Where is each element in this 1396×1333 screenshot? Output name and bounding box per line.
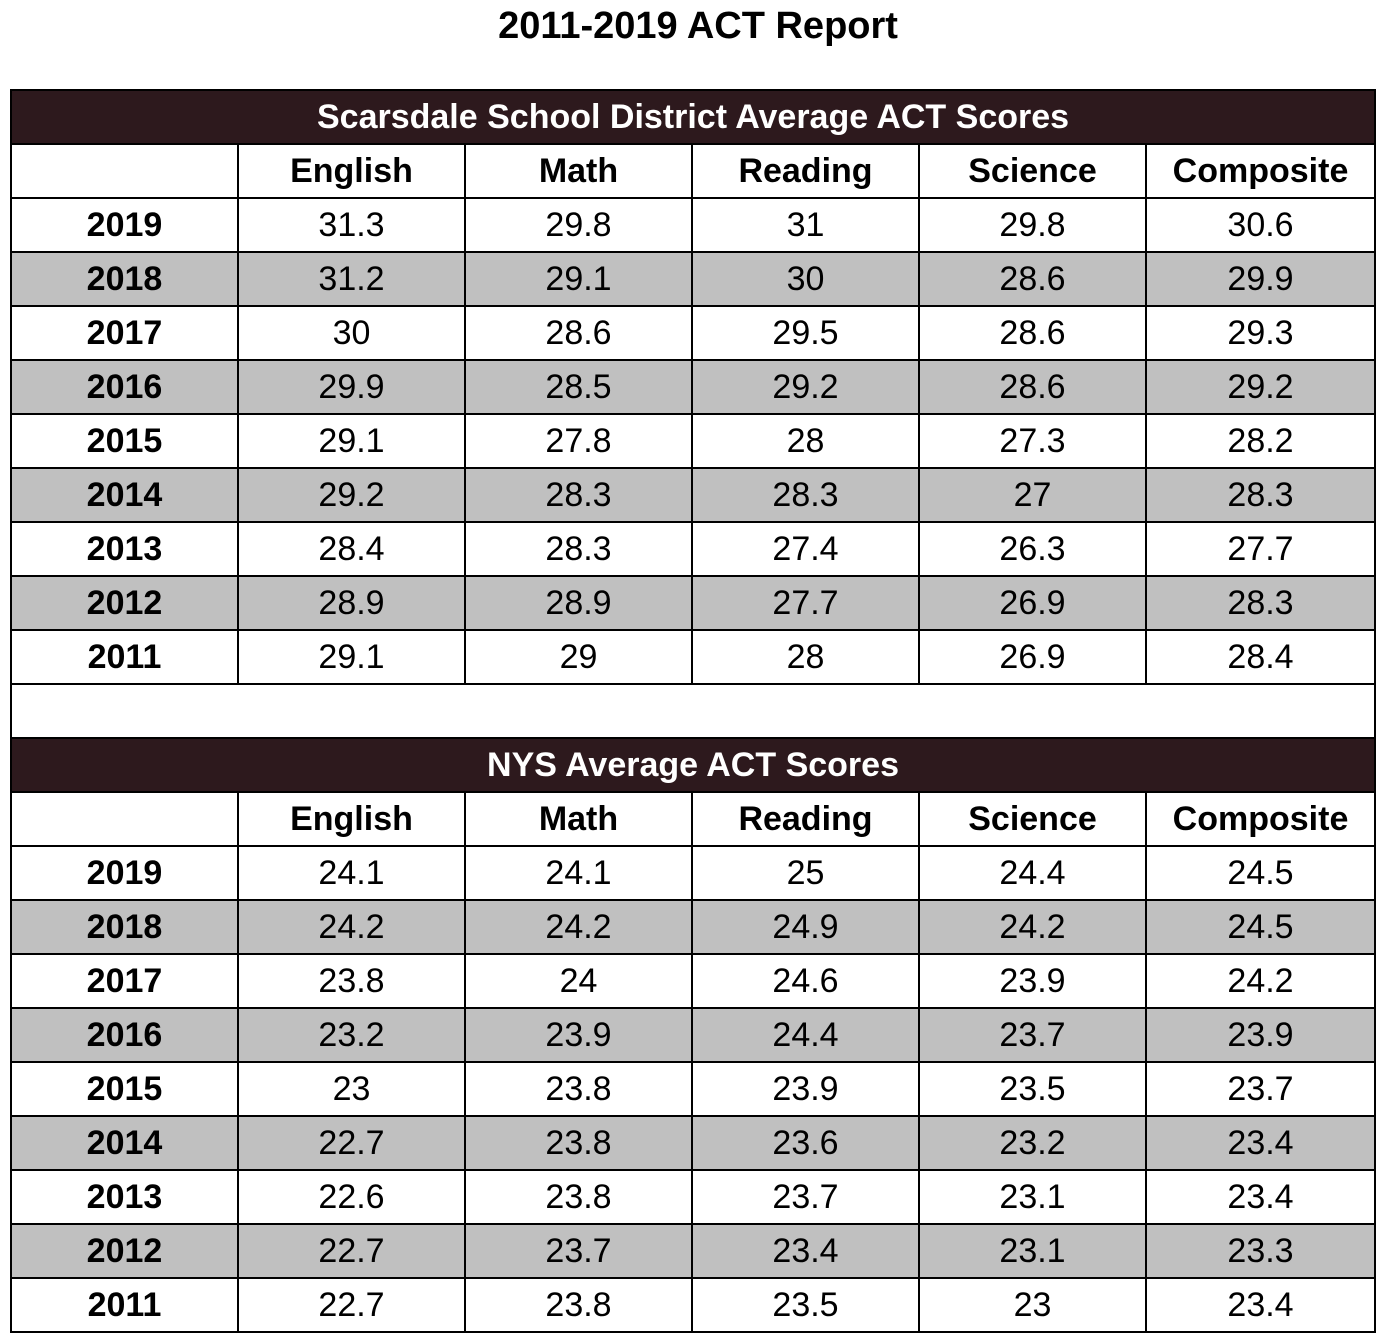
district-column-header-english: English: [238, 144, 465, 198]
district-score-cell-reading: 27.7: [692, 576, 919, 630]
district-score-cell-english: 29.2: [238, 468, 465, 522]
state-score-cell-english: 24.2: [238, 900, 465, 954]
state-score-cell-composite: 23.4: [1146, 1116, 1375, 1170]
state-score-cell-math: 24: [465, 954, 692, 1008]
district-score-cell-science: 28.6: [919, 306, 1146, 360]
table-row: [11, 468, 1375, 522]
state-year-cell: 2011: [11, 1278, 238, 1332]
district-score-cell-reading: 29.5: [692, 306, 919, 360]
district-column-header-composite: Composite: [1146, 144, 1375, 198]
state-score-cell-math: 24.2: [465, 900, 692, 954]
table-row: [11, 630, 1375, 684]
district-score-cell-english: 29.1: [238, 630, 465, 684]
state-column-header-row: [11, 792, 1375, 846]
district-year-cell: 2019: [11, 198, 238, 252]
district-score-cell-science: 28.6: [919, 252, 1146, 306]
state-year-cell: 2016: [11, 1008, 238, 1062]
district-score-cell-science: 28.6: [919, 360, 1146, 414]
district-score-cell-composite: 30.6: [1146, 198, 1375, 252]
table-row: [11, 1170, 1375, 1224]
district-score-cell-math: 28.5: [465, 360, 692, 414]
district-score-cell-composite: 28.3: [1146, 468, 1375, 522]
district-score-cell-reading: 31: [692, 198, 919, 252]
district-score-cell-science: 26.9: [919, 630, 1146, 684]
district-column-header-row: [11, 144, 1375, 198]
state-score-cell-science: 24.2: [919, 900, 1146, 954]
section-spacer: [11, 684, 1375, 738]
state-score-cell-reading: 23.6: [692, 1116, 919, 1170]
table-row: [11, 522, 1375, 576]
district-score-cell-composite: 28.4: [1146, 630, 1375, 684]
state-heading-row: [11, 738, 1375, 792]
state-score-cell-math: 23.8: [465, 1116, 692, 1170]
district-score-cell-reading: 28: [692, 630, 919, 684]
state-score-cell-reading: 23.7: [692, 1170, 919, 1224]
district-heading: Scarsdale School District Average ACT Scores: [11, 90, 1375, 144]
state-score-cell-reading: 25: [692, 846, 919, 900]
state-score-cell-math: 23.9: [465, 1008, 692, 1062]
district-year-cell: 2017: [11, 306, 238, 360]
table-row: [11, 1008, 1375, 1062]
district-score-cell-composite: 29.9: [1146, 252, 1375, 306]
state-score-cell-composite: 24.2: [1146, 954, 1375, 1008]
district-year-cell: 2016: [11, 360, 238, 414]
state-score-cell-reading: 23.4: [692, 1224, 919, 1278]
district-score-cell-reading: 27.4: [692, 522, 919, 576]
district-score-cell-math: 29.1: [465, 252, 692, 306]
state-score-cell-math: 24.1: [465, 846, 692, 900]
district-score-cell-science: 26.3: [919, 522, 1146, 576]
district-score-cell-english: 28.9: [238, 576, 465, 630]
state-score-cell-math: 23.7: [465, 1224, 692, 1278]
district-score-cell-reading: 30: [692, 252, 919, 306]
state-score-cell-composite: 23.7: [1146, 1062, 1375, 1116]
state-header-corner: [11, 792, 238, 846]
district-year-cell: 2014: [11, 468, 238, 522]
state-score-cell-english: 22.6: [238, 1170, 465, 1224]
state-column-header-science: Science: [919, 792, 1146, 846]
state-column-header-reading: Reading: [692, 792, 919, 846]
page-title: 2011-2019 ACT Report: [498, 5, 898, 47]
table-row: [11, 1224, 1375, 1278]
state-column-header-math: Math: [465, 792, 692, 846]
district-score-cell-science: 26.9: [919, 576, 1146, 630]
district-score-cell-math: 29.8: [465, 198, 692, 252]
act-report-table: [10, 89, 1376, 1333]
state-score-cell-composite: 24.5: [1146, 900, 1375, 954]
state-score-cell-reading: 24.4: [692, 1008, 919, 1062]
district-year-cell: 2018: [11, 252, 238, 306]
state-score-cell-english: 22.7: [238, 1224, 465, 1278]
state-score-cell-science: 23: [919, 1278, 1146, 1332]
district-year-cell: 2013: [11, 522, 238, 576]
state-year-cell: 2019: [11, 846, 238, 900]
state-score-cell-composite: 23.4: [1146, 1170, 1375, 1224]
district-score-cell-english: 30: [238, 306, 465, 360]
table-row: [11, 360, 1375, 414]
state-score-cell-reading: 24.6: [692, 954, 919, 1008]
state-heading: NYS Average ACT Scores: [11, 738, 1375, 792]
district-score-cell-math: 28.6: [465, 306, 692, 360]
state-score-cell-english: 22.7: [238, 1116, 465, 1170]
state-score-cell-math: 23.8: [465, 1278, 692, 1332]
state-score-cell-english: 23.2: [238, 1008, 465, 1062]
district-heading-row: [11, 90, 1375, 144]
state-year-cell: 2012: [11, 1224, 238, 1278]
state-score-cell-science: 23.9: [919, 954, 1146, 1008]
district-score-cell-science: 27: [919, 468, 1146, 522]
state-score-cell-english: 24.1: [238, 846, 465, 900]
district-header-corner: [11, 144, 238, 198]
state-score-cell-composite: 24.5: [1146, 846, 1375, 900]
district-score-cell-english: 31.2: [238, 252, 465, 306]
table-row: [11, 1062, 1375, 1116]
state-column-header-composite: Composite: [1146, 792, 1375, 846]
table-row: [11, 954, 1375, 1008]
state-score-cell-english: 23: [238, 1062, 465, 1116]
table-row: [11, 252, 1375, 306]
district-score-cell-composite: 28.2: [1146, 414, 1375, 468]
district-score-cell-math: 27.8: [465, 414, 692, 468]
district-score-cell-english: 29.9: [238, 360, 465, 414]
state-score-cell-composite: 23.9: [1146, 1008, 1375, 1062]
district-year-cell: 2015: [11, 414, 238, 468]
district-score-cell-composite: 29.3: [1146, 306, 1375, 360]
state-score-cell-science: 24.4: [919, 846, 1146, 900]
district-column-header-reading: Reading: [692, 144, 919, 198]
district-score-cell-composite: 28.3: [1146, 576, 1375, 630]
district-score-cell-science: 29.8: [919, 198, 1146, 252]
act-report-table-body: [11, 90, 1375, 1332]
district-score-cell-english: 31.3: [238, 198, 465, 252]
district-score-cell-english: 29.1: [238, 414, 465, 468]
state-year-cell: 2013: [11, 1170, 238, 1224]
state-score-cell-reading: 23.9: [692, 1062, 919, 1116]
state-score-cell-science: 23.5: [919, 1062, 1146, 1116]
table-row: [11, 306, 1375, 360]
state-score-cell-reading: 23.5: [692, 1278, 919, 1332]
section-spacer-row: [11, 684, 1375, 738]
table-row: [11, 576, 1375, 630]
state-year-cell: 2018: [11, 900, 238, 954]
district-score-cell-reading: 29.2: [692, 360, 919, 414]
state-year-cell: 2017: [11, 954, 238, 1008]
district-column-header-math: Math: [465, 144, 692, 198]
table-row: [11, 900, 1375, 954]
district-score-cell-science: 27.3: [919, 414, 1146, 468]
state-score-cell-science: 23.7: [919, 1008, 1146, 1062]
state-score-cell-english: 22.7: [238, 1278, 465, 1332]
state-score-cell-science: 23.1: [919, 1170, 1146, 1224]
table-row: [11, 846, 1375, 900]
state-score-cell-composite: 23.3: [1146, 1224, 1375, 1278]
district-score-cell-math: 28.3: [465, 468, 692, 522]
state-score-cell-math: 23.8: [465, 1170, 692, 1224]
table-row: [11, 414, 1375, 468]
state-score-cell-composite: 23.4: [1146, 1278, 1375, 1332]
district-score-cell-composite: 27.7: [1146, 522, 1375, 576]
state-score-cell-science: 23.1: [919, 1224, 1146, 1278]
state-column-header-english: English: [238, 792, 465, 846]
district-year-cell: 2012: [11, 576, 238, 630]
state-score-cell-reading: 24.9: [692, 900, 919, 954]
state-year-cell: 2014: [11, 1116, 238, 1170]
state-score-cell-english: 23.8: [238, 954, 465, 1008]
district-score-cell-math: 28.9: [465, 576, 692, 630]
state-score-cell-math: 23.8: [465, 1062, 692, 1116]
district-score-cell-composite: 29.2: [1146, 360, 1375, 414]
table-row: [11, 1116, 1375, 1170]
table-row: [11, 1278, 1375, 1332]
district-score-cell-reading: 28: [692, 414, 919, 468]
table-row: [11, 198, 1375, 252]
state-year-cell: 2015: [11, 1062, 238, 1116]
district-score-cell-english: 28.4: [238, 522, 465, 576]
district-score-cell-reading: 28.3: [692, 468, 919, 522]
state-score-cell-science: 23.2: [919, 1116, 1146, 1170]
district-score-cell-math: 29: [465, 630, 692, 684]
district-year-cell: 2011: [11, 630, 238, 684]
district-column-header-science: Science: [919, 144, 1146, 198]
district-score-cell-math: 28.3: [465, 522, 692, 576]
